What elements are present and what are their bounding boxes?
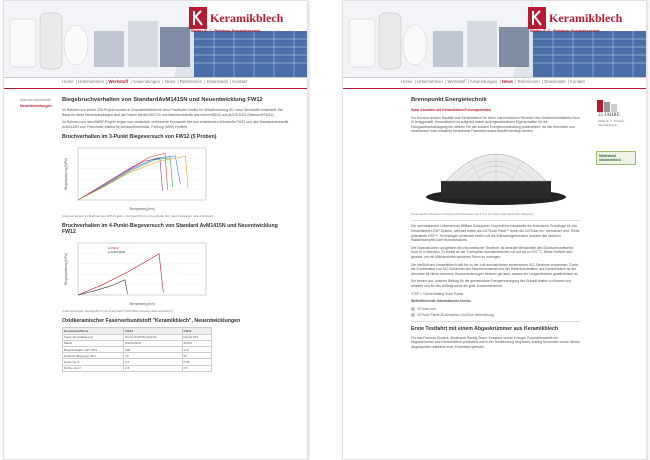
table-header: FW12 <box>124 328 182 334</box>
link-247solar[interactable]: 247solar.com <box>417 306 436 311</box>
nav-kontakt[interactable]: Kontakt <box>570 79 585 84</box>
table-cell: Faser (Einzelfilament) <box>63 334 124 340</box>
y-axis-label: Biegespannung [MPa] <box>64 158 68 190</box>
mittelstand-badge <box>596 151 636 165</box>
logo-icon <box>189 7 207 29</box>
play-icon <box>411 313 415 317</box>
section2-title: Erste Testfahrt mit einem Abgaskrümmer aus Keramikblech <box>411 326 559 333</box>
table-cell: Dehnung % <box>63 359 124 365</box>
nav-anwendungen[interactable]: Anwendungen <box>469 79 498 84</box>
divider <box>411 321 581 322</box>
nav-referenzen[interactable]: Referenzen <box>179 79 203 84</box>
link-row[interactable] <box>411 307 581 311</box>
chart2-caption: Untersuchungen durchgeführt vom Fraunhofer IWM (Bitte Arbeiten dazu anfordern) <box>62 308 173 313</box>
table-cell: Nextel 610/720 (Al2O3) <box>124 334 182 340</box>
table-title: Oxidkeramischer Faserverbundstoff "Keramikblech", Neuentwicklungen <box>62 317 241 324</box>
x-axis-label: Stempelweg [mm] <box>129 206 155 211</box>
body-paragraph-4: Wir freuen uns, unseren Beitrag für die gemeinsame Energieversorgung der Zukunft leisten zu können und arbeiten uns für den Auftrag sowie die gute Zusammenarbeit. <box>411 279 572 288</box>
table-cell: 200 <box>124 346 182 352</box>
table-cell: 0,35 <box>182 359 211 365</box>
image-caption: Keramischer Absorber mit einem Durchmesser von 2,5 m für einen volumetrischen Receiver <box>411 211 534 216</box>
nav-werkstoff[interactable]: Werkstoff <box>447 79 466 84</box>
brand-logo[interactable] <box>189 7 299 35</box>
main-nav: Home | Unternehmen | Werkstoff | Anwendungen | News | Referenzen | Downloads | Kontakt <box>62 79 247 84</box>
table-cell: Al2O3-SiO2 <box>124 340 182 346</box>
nav-top-line <box>343 77 647 78</box>
legend-item: ● FW12 <box>108 245 119 250</box>
table-header: Kennwerte/Werte <box>63 328 124 334</box>
table-cell: Dichte g/cm³ <box>63 365 124 371</box>
body-paragraph-3: Die Heißluft aus Keramikblech hält bis zu der Luft durchströmten keramischen SiC-Schäume zusammen. Durch die Kombination von SiC-Schäumen als Absorbermaterial und der Halterkonstruktion aus Keramikblech ist der Absorber für diese extremen Herausforderungen bestens gerüstet, sodass ein Langzeitbetrieb gewährleistet ist. <box>411 262 579 276</box>
table-header: FW11 <box>182 328 211 334</box>
intro-paragraph-1: Im Rahmen von einem ZIM-Projekt wurden in Zusammenarbeit mit dem Fraunhofer-Institut für Silicatforschung ISC neue Werkstoffe entwickelt. Die Basis für diese Neuentwicklungen sind die Fasern Nextel 610/720 und Matrixwerkstoffe aus reinem Al2O3 und Al2O3-SiO2 (Werkstoff FW12). <box>62 108 283 117</box>
nav-top-line <box>4 77 308 78</box>
nav-home[interactable]: Home <box>62 79 74 84</box>
body-paragraph-2: Der Solarabsorber, ausgeführt als volumetrischer Receiver, ist zentraler Bestandteil des Solarturmkraftwerks Noor III in Marokko. Er erhitzt an der Turmspitze durchströmende Luft auf bis zu 970 °C. Diese Heißluft wird genutzt, um mit Mikroturbinen sauberen Strom zu erzeugen. <box>411 245 574 260</box>
nav-kontakt[interactable]: Kontakt <box>232 79 247 84</box>
nav-downloads[interactable]: Downloads <box>544 79 566 84</box>
brand-tagline: Walter E. C. Pritzkow Spezialkeramik <box>191 28 261 33</box>
main-content <box>62 97 292 372</box>
globe-icon <box>411 307 415 311</box>
nav-unternehmen[interactable]: Unternehmen <box>416 79 444 84</box>
solar-absorber-image <box>411 137 581 207</box>
banner <box>343 1 646 77</box>
chart1-title: Bruchverhalten im 3-Punkt Biegeversuch von FW12 (5 Proben) <box>62 134 217 141</box>
table-cell: 2,5 <box>182 365 211 371</box>
brand-tagline: Walter E. C. Pritzkow Spezialkeramik <box>530 28 600 33</box>
nav-werkstoff[interactable]: Werkstoff <box>108 79 129 84</box>
table-cell: E-Modul (Biegung) GPa <box>63 353 124 359</box>
spec-table <box>62 327 212 371</box>
table-cell: 170 <box>182 346 211 352</box>
page-title: Biegebruchverhalten von StandardAvM1415N und Neuentwicklung FW12 <box>62 97 263 103</box>
body-paragraph-5: *CSP = Concentrating Solar Power <box>411 291 464 296</box>
nav-anwendungen[interactable]: Anwendungen <box>132 79 161 84</box>
sidebar-item-neuentwicklungen[interactable]: Neuentwicklungen <box>20 104 52 108</box>
chart-4-point-bending <box>62 239 212 309</box>
mittelstand-label: Mittelstand industrieblock <box>599 154 621 162</box>
nav-home[interactable]: Home <box>401 79 413 84</box>
table-cell: 2,6 <box>124 365 182 371</box>
nav-bottom-line <box>4 88 308 89</box>
main-content <box>411 97 581 353</box>
sidebar-item-standardwerkstoffe[interactable]: Standardwerkstoffe <box>20 98 51 102</box>
body-paragraph-1: Der amerikanische Unternehmer William Solarpower Corporation entwickelte die technische Grundlage für das Keramikblech-CSP-System, welches weiter als 24/7Solar Plant™ durch die 247Solar Inc. vermarktet wird. Diese patentierte CSP™-Technologie verwendet heiße Luft als Wärmeträgermedium anstelle des üblichen Wasserdampfes oder Schmelzsalzes. <box>411 224 580 243</box>
divider <box>411 220 581 221</box>
intro-paragraph: Vor Kurzem wurden Bauteile aus Keramikblech für einen volumetrischen Receiver des Solarturmkraftwerks Noor III fertiggestellt. Keramikblech ist aufgrund seiner außergewöhnlichen Eigenschaften für die Heißgasbeaufschlagung bei diesem Teil der solaren Energieumwandlung prädestiniert, da hier thermisch und mechanisch hoch belastete keramische Faserverbundwerkstoffe benötigt werden. <box>411 115 580 134</box>
brand-name: Keramikblech <box>549 11 623 25</box>
left-page <box>3 0 308 460</box>
anniversary-caption: Walter E. C. Pritzkow Spezialkeramik <box>598 119 625 127</box>
table-cell: Biegefestigkeit (3P) MPa <box>63 346 124 352</box>
right-page <box>342 0 647 460</box>
nav-bottom-line <box>343 88 647 89</box>
page-title: Brennpunkt Energietechnik <box>411 97 487 103</box>
table-cell: Nextel 610 <box>182 334 211 340</box>
nav-downloads[interactable]: Downloads <box>206 79 228 84</box>
chart2-title: Bruchverhalten im 4-Punkt-Biegeversuch von Standard AvM1415N und Neuentwicklung FW12 <box>62 222 278 236</box>
y-axis-label: Biegespannung [MPa] <box>64 253 68 285</box>
link-animation[interactable]: 247Solar Plants 3D Animation (YouTube Weiterleitung) <box>417 312 495 317</box>
nav-referenzen[interactable]: Referenzen <box>517 79 540 84</box>
table-cell: Al2O3 <box>182 340 211 346</box>
table-cell: Matrix <box>63 340 124 346</box>
intro-paragraph-2: Im Rahmen von dem BMBF-Projekt zeigen sich wesentlich verbesserte Kennwerte des neu entwickelten Werkstoffs FW12 und des Standardwerkstoffs AvM1415N vom Fraunhofer-Institut für Werkstoffmechanik, Freiburg (IWM) ermittelt. <box>62 120 289 129</box>
logo-icon <box>528 7 546 29</box>
legend-item: ● AvM1415N <box>108 249 126 254</box>
section2-body: Für das Formula Student „Bodensee Racing Team“ Konstanz wurde in enger Zusammenarbeit ein Abgaskrümmer aus Keramikblech produziert und in ein Testfahrzeug eingebaut. Anfang November wurde dieses Abgassystem während einer Probefahrt getestet. <box>411 335 580 349</box>
chart-3-point-bending <box>62 144 212 214</box>
table-row <box>63 365 212 371</box>
main-nav: Home | Unternehmen | Werkstoff | Anwendungen | News | Referenzen | Downloads | Kontakt <box>401 79 585 84</box>
table-cell: 0,4 <box>124 359 182 365</box>
anniversary-years: 25 JAHRE <box>598 113 620 118</box>
brand-name: Keramikblech <box>210 11 284 25</box>
x-axis-label: Stempelweg [mm] <box>129 301 155 306</box>
chart1-caption: Untersuchungen im Rahmen des ZIM-Projekts, durchgeführt vom Fraunhofer ISC (nach Vorgaben bitte anfordern) <box>62 213 214 218</box>
nav-news[interactable]: News <box>501 79 514 84</box>
table-cell: 70 <box>124 353 182 359</box>
page-subtitle: Solar Absorber mit Keramikblech®-Komponenten <box>411 108 491 112</box>
banner <box>4 1 307 77</box>
sidebar <box>20 97 52 109</box>
nav-unternehmen[interactable]: Unternehmen <box>77 79 105 84</box>
anniversary-emblem-icon <box>596 99 618 113</box>
nav-news[interactable]: News <box>164 79 176 84</box>
table-cell: 65 <box>182 353 211 359</box>
links-title: Weiterführende Informationen hierzu: <box>411 299 472 304</box>
anniversary-badge <box>596 99 636 129</box>
link-row[interactable] <box>411 313 581 317</box>
brand-logo[interactable] <box>528 7 638 35</box>
